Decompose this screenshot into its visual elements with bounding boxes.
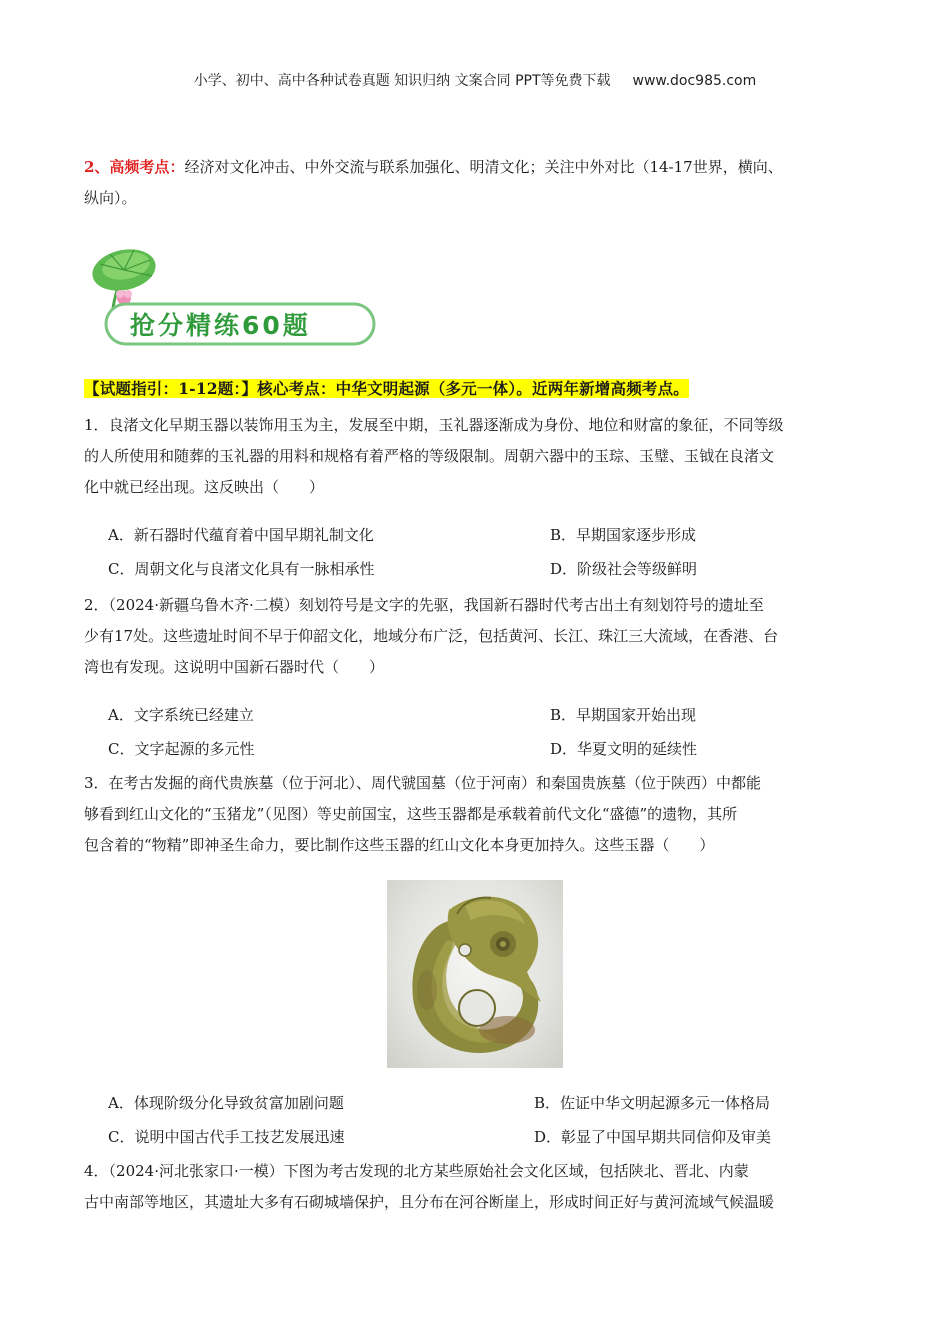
page-header — [0, 70, 950, 90]
option-a[interactable]: A．体现阶级分化导致贫富加剧问题 — [108, 1094, 344, 1112]
intro-line-2: 纵向）。 — [84, 189, 137, 207]
question-text-line: 包含着的“物精”即神圣生命力，要比制作这些玉器的红山文化本身更加持久。这些玉器（ ） — [84, 836, 715, 854]
header-text: 小学、初中、高中各种试卷真题 知识归纳 文案合同 PPT等免费下载 — [193, 73, 611, 89]
question-2-options — [84, 698, 874, 766]
question-text-line: 3．在考古发掘的商代贵族墓（位于河北）、周代虢国墓（位于河南）和秦国贵族墓（位于陕西）中都能 — [84, 774, 762, 792]
badge-title: 抢分精练60题 — [130, 311, 311, 340]
section-badge — [80, 236, 380, 354]
question-text-line: 化中就已经出现。这反映出（ ） — [84, 478, 325, 496]
question-text-line: 2．（2024·新疆乌鲁木齐·二模）刻划符号是文字的先驱，我国新石器时代考古出土有刻划符号的遗址至 — [84, 596, 764, 614]
question-text-line: 少有17处。这些遗址时间不早于仰韶文化，地域分布广泛，包括黄河、长江、珠江三大流域，在香港、台 — [84, 627, 779, 645]
option-a[interactable]: A．新石器时代蕴育着中国早期礼制文化 — [108, 526, 374, 544]
option-d[interactable]: D．彰显了中国早期共同信仰及审美 — [534, 1128, 772, 1146]
question-text-line: 湾也有发现。这说明中国新石器时代（ ） — [84, 658, 385, 676]
question-3 — [84, 768, 874, 861]
question-text-line: 的人所使用和随葬的玉礼器的用料和规格有着严格的等级限制。周朝六器中的玉琮、玉璧、玉钺在良渚文 — [84, 447, 775, 465]
intro-paragraph — [84, 152, 874, 214]
intro-label: 2、高频考点： — [84, 158, 185, 176]
question-text-line: 够看到红山文化的“玉猪龙”（见图）等史前国宝，这些玉器都是承载着前代文化“盛德”的遗物，其所 — [84, 805, 738, 823]
option-c[interactable]: C．说明中国古代手工技艺发展迅速 — [108, 1128, 345, 1146]
question-1-options — [84, 518, 874, 586]
question-2 — [84, 590, 874, 683]
question-3-options — [84, 1086, 874, 1154]
question-text-line: 4．（2024·河北张家口·一模）下图为考古发现的北方某些原始社会文化区域，包括陕北、晋北、内蒙 — [84, 1162, 749, 1180]
option-d[interactable]: D．华夏文明的延续性 — [550, 740, 698, 758]
question-4 — [84, 1156, 874, 1218]
guide-block — [84, 375, 874, 403]
intro-line-1: 2、高频考点：经济对文化冲击、中外交流与联系加强化、明清文化；关注中外对比（14-17世界，横向、 — [84, 158, 783, 176]
question-1 — [84, 410, 874, 503]
jade-pig-dragon-image — [387, 880, 563, 1068]
question-text-line: 1．良渚文化早期玉器以装饰用玉为主，发展至中期，玉礼器逐渐成为身份、地位和财富的象征，不同等级 — [84, 416, 784, 434]
question-text-line: 古中南部等地区，其遗址大多有石砌城墙保护，且分布在河谷断崖上，形成时间正好与黄河流域气候温暖 — [84, 1193, 775, 1211]
option-c[interactable]: C．文字起源的多元性 — [108, 740, 255, 758]
option-b[interactable]: B．早期国家开始出现 — [550, 706, 697, 724]
option-a[interactable]: A．文字系统已经建立 — [108, 706, 254, 724]
guide-text: 【试题指引：1-12题：】核心考点：中华文明起源（多元一体）。近两年新增高频考点。 — [84, 379, 689, 398]
option-b[interactable]: B．佐证中华文明起源多元一体格局 — [534, 1094, 771, 1112]
option-d[interactable]: D．阶级社会等级鲜明 — [550, 560, 698, 578]
option-c[interactable]: C．周朝文化与良渚文化具有一脉相承性 — [108, 560, 375, 578]
option-b[interactable]: B．早期国家逐步形成 — [550, 526, 697, 544]
header-site-link[interactable]: www.doc985.com — [632, 73, 757, 89]
